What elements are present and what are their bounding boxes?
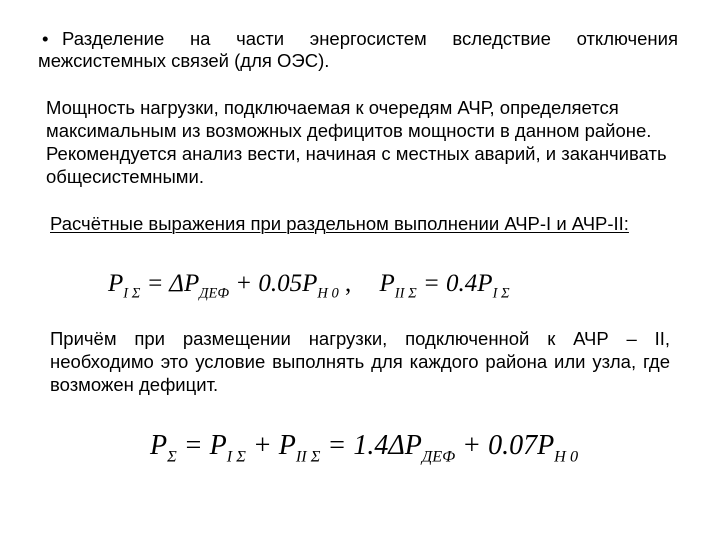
load-power-paragraph: Мощность нагрузки, подключаемая к очередям АЧР, определяется максимальным из возможных дефицитов мощности в данном районе. Рекомендуется анализ вести, начиная с местных аварий, и заканчивать общесистемными.: [46, 97, 667, 187]
formula-achr-separate: [108, 270, 510, 303]
formula-total-load: [150, 430, 578, 466]
formula1-p-sub: I Σ: [123, 285, 141, 302]
bullet-paragraph: [38, 28, 678, 72]
formula1-h0-sub: H 0: [317, 285, 339, 302]
formula2-eq-delta-p: = 1.4ΔP: [320, 430, 422, 461]
formula2-deficit-sub: ДЕФ: [421, 447, 456, 466]
formula1-eq2: = 0.4P: [416, 270, 493, 297]
formula1-separator: ,: [345, 270, 352, 297]
formula2-p1-sub: I Σ: [226, 447, 246, 466]
formula1-deficit-sub: ДЕФ: [199, 285, 229, 302]
region-paragraph: Причём при размещении нагрузки, подключенной к АЧР – II, необходимо это условие выполнять для каждого района или узла, где возможен дефицит.: [50, 328, 670, 395]
formula1-p2-sub: II Σ: [394, 285, 417, 302]
formula2-p2-sub: II Σ: [295, 447, 321, 466]
formula1-eq-delta-p: = ΔP: [140, 270, 200, 297]
formula1-rhs2-sub: I Σ: [492, 285, 510, 302]
formula2-p: P: [150, 430, 168, 461]
formulas-heading: Расчётные выражения при раздельном выполнении АЧР-I и АЧР-II:: [50, 213, 629, 234]
formula1-p: P: [108, 270, 124, 297]
formula1-plus-term: + 0.05P: [228, 270, 318, 297]
formula2-plus-p2: + P: [245, 430, 296, 461]
formula1-p2: P: [379, 270, 395, 297]
formula2-plus-term: + 0.07P: [455, 430, 555, 461]
formula2-p-sub: Σ: [167, 447, 177, 466]
formula2-h0-sub: H 0: [554, 447, 579, 466]
formula2-eq-p1: = P: [176, 430, 227, 461]
bullet-marker: •: [42, 28, 49, 49]
bullet-text: Разделение на части энергосистем вследствие отключения межсистемных связей (для ОЭС).: [38, 28, 678, 71]
